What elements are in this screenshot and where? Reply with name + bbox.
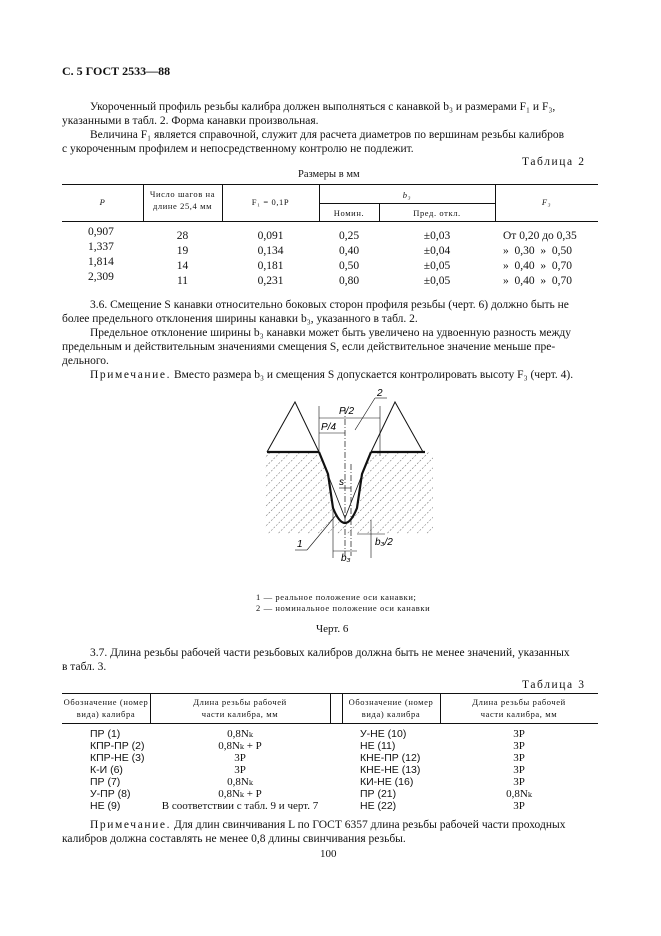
figure-legend-2: 2 — номинальное положение оси канавки bbox=[256, 603, 431, 613]
table3-left-name: КПР-НЕ (3) bbox=[90, 752, 145, 764]
note-label: Примечание. bbox=[90, 369, 172, 381]
table2-header-tol: Пред. откл. bbox=[413, 208, 461, 218]
table2-units: Размеры в мм bbox=[298, 169, 360, 180]
label-b3: b₃ bbox=[341, 553, 351, 564]
table2-cell-f3: » 0,30 » 0,50 bbox=[503, 245, 572, 257]
table3-h3-line1: Обозначение (номер bbox=[348, 697, 434, 707]
table3-left-length: 0,8Nₖ bbox=[227, 728, 253, 740]
table2-cell-p: 1,337 bbox=[88, 241, 114, 253]
table2-cell-f3: От 0,20 до 0,35 bbox=[503, 230, 577, 242]
section36-line4: предельным и действительным значениями смещения S, если действительное значение меньше пре- bbox=[62, 341, 556, 353]
table2-cell-tol: ±0,05 bbox=[423, 275, 451, 287]
table3-left-length: 0,8Nₖ bbox=[227, 776, 253, 788]
table3-right-length: 3P bbox=[513, 800, 525, 812]
section36-line1: 3.6. Смещение S канавки относительно боковых сторон профиля резьбы (черт. 6) должно быть не bbox=[90, 299, 569, 311]
table2-cell-f3: » 0,40 » 0,70 bbox=[503, 260, 572, 272]
table3-right-length: 3P bbox=[513, 752, 525, 764]
section36-note bbox=[90, 368, 573, 382]
intro-p1-line1: Укороченный профиль резьбы калибра должен выполняться с канавкой b₃ и размерами F₁ и F₃, bbox=[90, 101, 556, 113]
table3-right-name: НЕ (11) bbox=[360, 740, 396, 752]
note2-label: Примечание. bbox=[90, 819, 172, 831]
table3-left-name: КПР-ПР (2) bbox=[90, 740, 145, 752]
table2-header-b3: b₃ bbox=[402, 190, 412, 200]
intro-p2-line1: Величина F₁ является справочной, служит для расчета диаметров по вершинам резьбы калибров bbox=[90, 129, 565, 141]
table3-right-length: 3P bbox=[513, 728, 525, 740]
table3-right-name: КНЕ-ПР (12) bbox=[360, 752, 421, 764]
label-p-half: P/2 bbox=[339, 406, 355, 417]
table2-header-steps-2: длине 25,4 мм bbox=[152, 201, 213, 211]
table3-left-name: ПР (7) bbox=[90, 776, 121, 788]
table2-cell-f3: » 0,40 » 0,70 bbox=[503, 275, 572, 287]
table3-h1-line1: Обозначение (номер bbox=[63, 697, 149, 707]
table3-h3-line2: вида) калибра bbox=[361, 709, 421, 719]
table2-cell-tol: ±0,05 bbox=[423, 260, 451, 272]
table3-right-name: ПР (21) bbox=[360, 788, 397, 800]
table3-label: Таблица 3 bbox=[522, 679, 586, 691]
figure-legend-1: 1 — реальное положение оси канавки; bbox=[256, 592, 417, 602]
table3-left-length: 0,8Nₖ + P bbox=[218, 740, 262, 752]
table2-cell-p: 0,907 bbox=[88, 226, 114, 238]
label-two: 2 bbox=[377, 388, 383, 399]
table3-right-name: У-НЕ (10) bbox=[360, 728, 407, 740]
table2-header-nom: Номин. bbox=[333, 208, 365, 218]
table3-left-length: 3P bbox=[234, 764, 246, 776]
table2-cell-f1: 0,231 bbox=[257, 275, 284, 287]
table2-cell-n: 11 bbox=[176, 275, 189, 287]
table3-h4-line1: Длина резьбы рабочей bbox=[472, 697, 566, 707]
table3-left-name: ПР (1) bbox=[90, 728, 121, 740]
table3-left-length: 0,8Nₖ + P bbox=[218, 788, 262, 800]
table2-cell-n: 19 bbox=[176, 245, 189, 257]
table2-cell-n: 28 bbox=[176, 230, 189, 242]
table3-h2-line1: Длина резьбы рабочей bbox=[193, 697, 287, 707]
intro-p2-line2: с укороченным профилем и непосредственному контролю не подлежит. bbox=[62, 143, 414, 155]
section36-line3: Предельное отклонение ширины b₃ канавки может быть увеличено на удвоенную разность между bbox=[90, 327, 572, 339]
table2-header-f1: F₁ = 0,1P bbox=[251, 197, 290, 207]
table2-cell-tol: ±0,04 bbox=[423, 245, 451, 257]
table3-left-name: НЕ (9) bbox=[90, 800, 121, 812]
table3-h1-line2: вида) калибра bbox=[76, 709, 136, 719]
table2-header-steps-1: Число шагов на bbox=[149, 189, 216, 199]
table2-header-f3: F₃ bbox=[541, 197, 552, 207]
table3-left-length: В соответствии с табл. 9 и черт. 7 bbox=[161, 800, 319, 812]
intro-p1-line2: указанными в табл. 2. Форма канавки произвольная. bbox=[62, 115, 319, 127]
table2-cell-nom: 0,40 bbox=[338, 245, 360, 257]
note-text: Вместо размера b₃ и смещения S допускается контролировать высоту F₃ (черт. 4). bbox=[173, 369, 574, 381]
thread-profile-drawing bbox=[255, 388, 445, 568]
document-header: С. 5 ГОСТ 2533—88 bbox=[62, 64, 171, 78]
table3-left-name: К-И (6) bbox=[90, 764, 123, 776]
table2-header-p: P bbox=[99, 197, 106, 207]
page-number: 100 bbox=[320, 848, 337, 860]
table3-h2-line2: части калибра, мм bbox=[201, 709, 279, 719]
table3-right-length: 3P bbox=[513, 740, 525, 752]
table3-left-length: 3P bbox=[234, 752, 246, 764]
table2-cell-tol: ±0,03 bbox=[423, 230, 451, 242]
label-one: 1 bbox=[297, 539, 303, 550]
note2-line1 bbox=[90, 818, 565, 832]
section37-line2: в табл. 3. bbox=[62, 661, 107, 673]
table2-cell-f1: 0,091 bbox=[257, 230, 284, 242]
table2-cell-nom: 0,50 bbox=[338, 260, 360, 272]
table2-label: Таблица 2 bbox=[522, 156, 586, 168]
figure-caption: Черт. 6 bbox=[316, 623, 349, 635]
table3-right-length: 0,8Nₖ bbox=[506, 788, 532, 800]
note2-text-1: Для длин свинчивания L по ГОСТ 6357 длина резьбы рабочей части проходных bbox=[173, 819, 566, 831]
note2-line2: калибров должна составлять не менее 0,8 длины свинчивания резьбы. bbox=[62, 833, 406, 845]
table3-right-name: КИ-НЕ (16) bbox=[360, 776, 414, 788]
label-b3-half: b₃/2 bbox=[375, 537, 393, 548]
label-p-quarter: P/4 bbox=[321, 422, 337, 433]
section36-line2: более предельного отклонения ширины канавки b₃, указанного в табл. 2. bbox=[62, 313, 418, 325]
section36-line5: дельного. bbox=[62, 355, 109, 367]
table2-cell-f1: 0,134 bbox=[257, 245, 284, 257]
table2-cell-p: 2,309 bbox=[88, 271, 114, 283]
table3-right-name: КНЕ-НЕ (13) bbox=[360, 764, 421, 776]
table3-left-name: У-ПР (8) bbox=[90, 788, 131, 800]
table2-cell-p: 1,814 bbox=[88, 256, 114, 268]
label-s: s bbox=[339, 477, 344, 488]
table3-h4-line2: части калибра, мм bbox=[480, 709, 558, 719]
table2-cell-nom: 0,25 bbox=[338, 230, 360, 242]
table3-right-length: 3P bbox=[513, 776, 525, 788]
table2-cell-f1: 0,181 bbox=[257, 260, 284, 272]
table3-right-length: 3P bbox=[513, 764, 525, 776]
table2-cell-nom: 0,80 bbox=[338, 275, 360, 287]
table2-cell-n: 14 bbox=[176, 260, 189, 272]
section37-line1: 3.7. Длина резьбы рабочей части резьбовых калибров должна быть не менее значений, указанных bbox=[90, 647, 570, 659]
table3-right-name: НЕ (22) bbox=[360, 800, 397, 812]
